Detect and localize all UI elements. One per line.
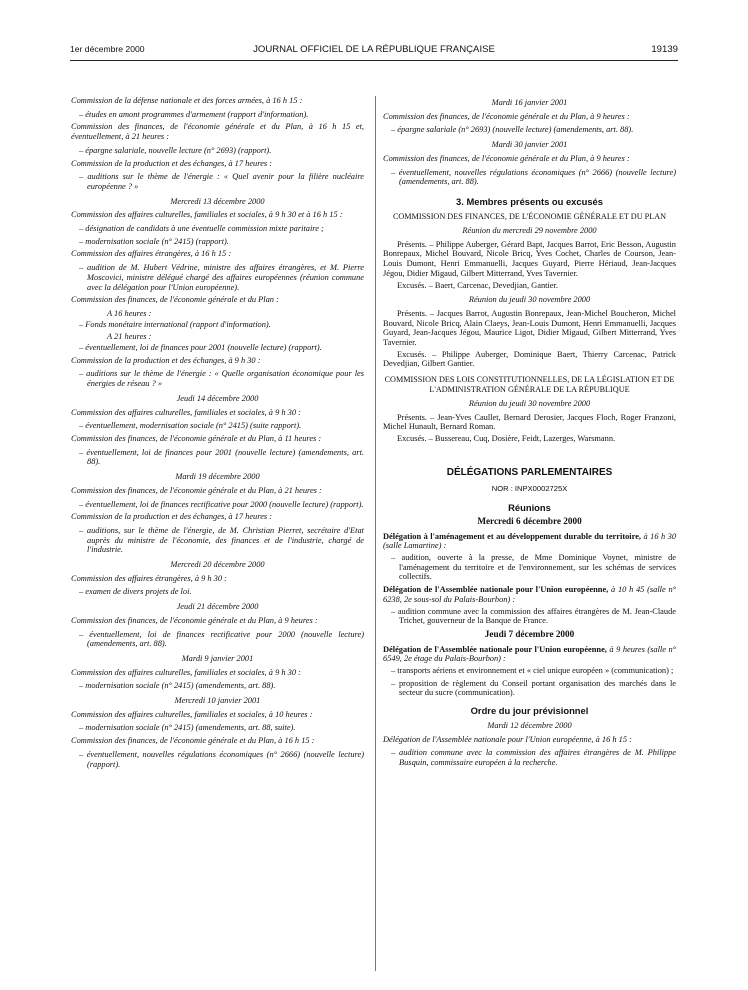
day-heading: Mardi 30 janvier 2001	[491, 140, 568, 150]
agenda-item: – désignation de candidats à une éventuelle commission mixte paritaire ;	[79, 224, 324, 234]
present-list: Présents. – Jean-Yves Caullet, Bernard Derosier, Jacques Floch, Roger Franzoni, Michel Hunault, Bernard Roman.	[383, 412, 676, 432]
commission-name: COMMISSION DES LOIS CONSTITUTIONNELLES, DE LA LÉGISLATION ET DE L'ADMINISTRATION GÉNÉRALE DE LA RÉPUBLIQUE	[384, 375, 675, 394]
agenda-item: – éventuellement, modernisation sociale (n° 2415) (suite rapport).	[79, 421, 302, 431]
day-heading: Mardi 12 décembre 2000	[487, 720, 572, 730]
header-page-number: 19139	[651, 44, 678, 55]
subsection-reunions: Réunions	[508, 502, 551, 514]
day-heading: Mardi 9 janvier 2001	[181, 653, 254, 663]
meeting-head: Commission des affaires étrangères, à 9 h 30 :	[71, 573, 227, 583]
meeting-head: Commission des affaires culturelles, familiales et sociales, à 10 heures :	[71, 709, 313, 719]
agenda-item: – éventuellement, loi de finances rectificative pour 2000 (nouvelle lecture) (amendements, art. 88).	[79, 629, 364, 649]
agenda-item: – éventuellement, loi de finances pour 2001 (nouvelle lecture) (amendements, art. 88).	[79, 447, 364, 467]
day-heading: Mercredi 10 janvier 2001	[174, 696, 261, 706]
agenda-item: – transports aériens et environnement et « ciel unique européen » (communication) ;	[391, 666, 674, 676]
agenda-item: – Fonds monétaire international (rapport d'information).	[79, 319, 271, 329]
agenda-item: – audition de M. Hubert Védrine, ministre des affaires étrangères, et M. Pierre Moscovici, ministre délégué chargé des affaires européennes (réunion commune avec la délégation pour l'Union européenne).	[79, 263, 364, 292]
delegation-time: à 10 h 45 (salle n° 6238, 2e sous-sol du Palais-Bourbon) :	[383, 585, 676, 604]
meeting-head: Commission de la production et des échanges, à 17 heures :	[71, 512, 273, 522]
delegation-name: Délégation de l'Assemblée nationale pour l'Union européenne,	[383, 644, 607, 654]
agenda-item: – éventuellement, nouvelles régulations économiques (n° 2666) (nouvelle lecture) (amendements, art. 88).	[391, 167, 676, 187]
agenda-item: – épargne salariale, nouvelle lecture (n° 2693) (rapport).	[79, 145, 272, 155]
delegation-time: à 9 heures (salle n° 6549, 2e étage du Palais-Bourbon) :	[383, 644, 676, 664]
meeting-head: Commission de la production et des échanges, à 9 h 30 :	[71, 355, 261, 365]
delegation-name: Délégation à l'aménagement et au développement durable du territoire,	[383, 531, 642, 541]
agenda-item: – audition commune avec la commission des affaires étrangères de M. Philippe Busquin, commissaire européen à la recherche.	[391, 748, 676, 767]
meeting-head: Commission des finances, de l'économie générale et du Plan, à 9 heures :	[383, 153, 630, 163]
header-rule	[70, 60, 678, 61]
commission-name: COMMISSION DES FINANCES, DE L'ÉCONOMIE GÉNÉRALE ET DU PLAN	[392, 211, 667, 221]
left-column	[71, 96, 364, 772]
meeting-head: Commission des finances, de l'économie générale et du Plan, à 9 heures :	[383, 111, 630, 121]
agenda-item: – modernisation sociale (n° 2415) (amendements, art. 88, suite).	[79, 723, 296, 733]
day-heading: Mercredi 20 décembre 2000	[170, 560, 265, 570]
day-heading: Jeudi 7 décembre 2000	[484, 628, 575, 639]
meeting-head: Commission des finances, de l'économie générale et du Plan, à 16 h 15 :	[71, 736, 315, 746]
excused-list: Excusés. – Philippe Auberger, Dominique Baert, Thierry Carcenac, Patrick Devedjian, Gilbert Gantier.	[383, 349, 676, 369]
day-heading: Mardi 16 janvier 2001	[491, 98, 568, 107]
delegation-head	[383, 532, 676, 551]
page-header	[70, 44, 678, 58]
meeting-head: Commission des affaires culturelles, familiales et sociales, à 9 h 30 :	[71, 407, 301, 417]
day-heading: Mercredi 6 décembre 2000	[477, 515, 582, 526]
agenda-item: – éventuellement, loi de finances pour 2001 (nouvelle lecture) (rapport).	[79, 343, 322, 353]
section-title-delegations: DÉLÉGATIONS PARLEMENTAIRES	[446, 466, 613, 478]
agenda-item: – audition, ouverte à la presse, de Mme Dominique Voynet, ministre de l'aménagement du territoire et de l'environnement, sur les schémas de services collectifs.	[391, 553, 676, 582]
agenda-item: – proposition de règlement du Conseil portant organisation des marchés dans le secteur du sucre (communication).	[391, 678, 676, 698]
agenda-item: – épargne salariale (n° 2693) (nouvelle lecture) (amendements, art. 88).	[391, 125, 634, 135]
section-title-agenda: Ordre du jour prévisionnel	[470, 705, 589, 717]
present-list: Présents. – Philippe Auberger, Gérard Bapt, Jacques Barrot, Eric Besson, Augustin Bonrepaux, Michel Bouvard, Nicole Bricq, Yves Cochet, Charles de Courson, Jean-Louis Dumont, Henri Emmanuelli, Jacques Guyard, Pierre Hériaud, Jean-Jacques Jégou, Didier Migaud, Gilbert Mitterrand, Yves Tavernier.	[383, 239, 676, 278]
present-list: Présents. – Jacques Barrot, Augustin Bonrepaux, Jean-Michel Boucheron, Michel Bouvard, Nicole Bricq, Alain Claeys, Jean-Louis Dumont, Henri Emmanuelli, Jacques Guyard, Jean-Jacques Jégou, Maurice Ligot, Didier Migaud, Gilbert Mitterrand, Yves Tavernier.	[383, 308, 676, 348]
agenda-item: – auditions sur le thème de l'énergie : « Quel avenir pour la filière nucléaire européenne ? »	[79, 172, 364, 191]
meeting-head: Commission des affaires culturelles, familiales et sociales, à 9 h 30 et à 16 h 15 :	[71, 210, 343, 220]
day-heading: Mercredi 13 décembre 2000	[170, 196, 265, 206]
time-slot: A 21 heures :	[107, 332, 152, 342]
agenda-item: – auditions sur le thème de l'énergie : « Quelle organisation économique pour les énergies de réseau ? »	[79, 369, 364, 389]
meeting-head: Commission des finances, de l'économie générale et du Plan :	[71, 295, 279, 305]
meeting-head: Commission de la défense nationale et des forces armées, à 16 h 15 :	[71, 96, 303, 105]
day-heading: Jeudi 21 décembre 2000	[176, 602, 259, 612]
meeting-date: Réunion du jeudi 30 novembre 2000	[468, 398, 591, 408]
day-heading: Jeudi 14 décembre 2000	[176, 393, 259, 403]
agenda-item: – études en amont programmes d'armement (rapport d'information).	[79, 109, 309, 119]
meeting-head: Commission des finances, de l'économie générale et du Plan, à 11 heures :	[71, 433, 322, 443]
excused-list: Excusés. – Bussereau, Cuq, Dosière, Feidt, Lazerges, Warsmann.	[397, 434, 616, 444]
meeting-head: Commission des finances, de l'économie générale et du Plan, à 9 heures :	[71, 615, 318, 625]
delegation-head	[383, 585, 676, 604]
meeting-date: Réunion du jeudi 30 novembre 2000	[468, 295, 591, 305]
meeting-head: Commission de la production et des échanges, à 17 heures :	[71, 158, 273, 168]
day-heading: Mardi 19 décembre 2000	[175, 472, 260, 482]
meeting-head: Commission des finances, de l'économie générale et du Plan, à 16 h 15 et, éventuellement, à 21 heures :	[71, 122, 364, 142]
meeting-head: Commission des affaires culturelles, familiales et sociales, à 9 h 30 :	[71, 667, 301, 677]
delegation-name: Délégation de l'Assemblée nationale pour l'Union européenne,	[383, 585, 609, 595]
agenda-item: – modernisation sociale (n° 2415) (rapport).	[79, 236, 229, 246]
time-slot: A 16 heures :	[107, 308, 152, 318]
header-journal-title: JOURNAL OFFICIEL DE LA RÉPUBLIQUE FRANÇAISE	[253, 44, 495, 55]
header-date: 1er décembre 2000	[70, 44, 145, 54]
nor-reference: NOR : INPX0002725X	[491, 483, 568, 493]
meeting-head: Commission des affaires étrangères, à 16 h 15 :	[71, 249, 232, 259]
meeting-date: Réunion du mercredi 29 novembre 2000	[462, 226, 597, 236]
agenda-item: – éventuellement, loi de finances rectificative pour 2000 (nouvelle lecture) (rapport).	[79, 499, 364, 509]
section-title-members: 3. Membres présents ou excusés	[456, 195, 603, 207]
right-column	[383, 96, 676, 771]
agenda-item: – éventuellement, nouvelles régulations économiques (n° 2666) (nouvelle lecture) (rapport).	[79, 749, 364, 769]
agenda-item: – examen de divers projets de loi.	[79, 587, 192, 597]
agenda-item: – audition commune avec la commission des affaires étrangères de M. Jean-Claude Trichet, gouverneur de la Banque de France.	[391, 606, 676, 626]
excused-list: Excusés. – Baert, Carcenac, Devedjian, Gantier.	[397, 280, 558, 290]
agenda-item: – auditions, sur le thème de l'énergie, de M. Christian Pierret, secrétaire d'Etat auprès du ministre de l'économie, des finances et de l'industrie, chargé de l'industrie.	[79, 525, 364, 555]
meeting-head: Délégation de l'Assemblée nationale pour l'Union européenne, à 16 h 15 :	[383, 734, 632, 744]
delegation-head	[383, 645, 676, 664]
meeting-head: Commission des finances, de l'économie générale et du Plan, à 21 heures :	[71, 485, 322, 495]
delegation-time: à 16 h 30 (salle Lamartine) :	[383, 531, 677, 551]
agenda-item: – modernisation sociale (n° 2415) (amendements, art. 88).	[79, 681, 276, 691]
column-divider	[375, 96, 376, 971]
